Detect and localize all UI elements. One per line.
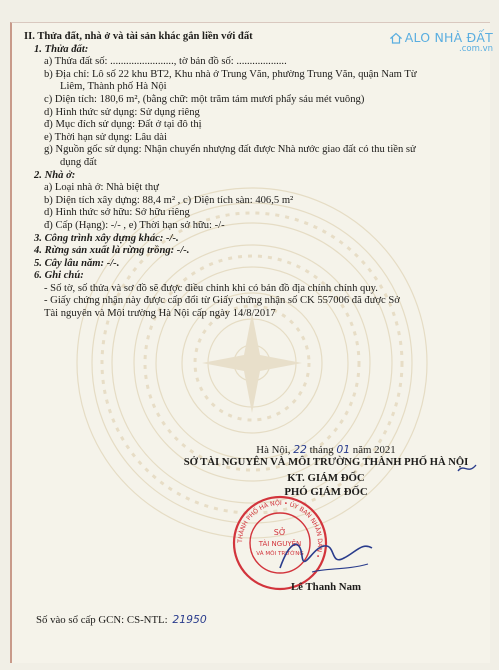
note-2: - Giấy chứng nhận này được cấp đổi từ Giấy chứng nhận số CK 557006 đã được Sở: [44, 295, 400, 307]
watermark-brand: ALO NHÀ ĐẤT: [404, 30, 493, 45]
registry-line: [36, 613, 207, 626]
house-grade: đ) Cấp (Hạng): -/- , e) Thời hạn sở hữu: -/-: [44, 219, 225, 231]
house-logo-icon: [390, 32, 402, 44]
land-usage-purpose: đ) Mục đích sử dụng: Đất ở tại đô thị: [44, 119, 202, 131]
date-day: 22: [293, 443, 307, 456]
section-title: II. Thửa đất, nhà ở và tài sản khác gắn liền với đất: [24, 31, 253, 42]
svg-text:SỞ: SỞ: [273, 528, 287, 537]
note-1: - Số tờ, số thửa và sơ đồ sẽ được điều chỉnh khi có bản đồ địa chính chính quy.: [44, 282, 378, 294]
land-usage-form: d) Hình thức sử dụng: Sử dụng riêng: [44, 106, 200, 118]
margin-mark: [456, 461, 478, 477]
other-constructions: 3. Công trình xây dựng khác: -/-.: [34, 232, 179, 244]
deputy-director-title: PHÓ GIÁM ĐỐC: [284, 486, 368, 498]
land-usage-term: e) Thời hạn sử dụng: Lâu dài: [44, 131, 167, 143]
site-watermark: [390, 30, 493, 54]
note-2-cont: Tài nguyên và Môi trường Hà Nội cấp ngày 14/8/2017: [44, 308, 276, 320]
land-area: c) Diện tích: 180,6 m², (bằng chữ: một trăm tám mươi phẩy sáu mét vuông): [44, 93, 365, 105]
document-body: [24, 31, 484, 321]
svg-text:VÀ MÔI TRƯỜNG: VÀ MÔI TRƯỜNG: [256, 551, 304, 557]
land-address: b) Địa chỉ: Lô số 22 khu BT2, Khu nhà ở Trung Văn, phường Trung Văn, quận Nam Từ: [44, 68, 417, 80]
registry-number: 21950: [172, 613, 207, 626]
issuing-authority: SỞ TÀI NGUYÊN VÀ MÔI TRƯỜNG THÀNH PHỐ HÀ NỘI: [183, 457, 469, 468]
issue-date: Hà Nội, 22 tháng 01 năm 2021: [256, 443, 396, 456]
perennial-trees: 5. Cây lâu năm: -/-.: [34, 257, 120, 269]
signer-name: Lê Thanh Nam: [290, 581, 361, 593]
house-area: b) Diện tích xây dựng: 88,4 m² , c) Diện tích sàn: 406,5 m²: [44, 194, 294, 206]
notes-heading: 6. Ghi chú:: [34, 270, 84, 282]
land-parcel-number: a) Thửa đất số: ........................, tờ bản đồ số: ...................: [44, 56, 287, 68]
land-origin-cont: dụng đất: [60, 156, 97, 168]
planted-forest: 4. Rừng sản xuất là rừng trồng: -/-.: [34, 245, 190, 257]
land-heading: 1. Thửa đất:: [34, 43, 89, 55]
house-ownership: d) Hình thức sở hữu: Sở hữu riêng: [44, 207, 190, 219]
land-origin: g) Nguồn gốc sử dụng: Nhận chuyển nhượng đất được Nhà nước giao đất có thu tiền sử: [44, 144, 416, 156]
certificate-page: [10, 22, 490, 663]
handwritten-signature: [272, 528, 382, 583]
house-heading: 2. Nhà ở:: [34, 169, 76, 181]
date-month: 01: [336, 443, 351, 456]
land-address-cont: Liêm, Thành phố Hà Nội: [60, 81, 167, 93]
watermark-domain: .com.vn: [459, 44, 493, 54]
registry-label: Số vào sổ cấp GCN: CS-NTL:: [36, 614, 168, 626]
svg-text:TÀI NGUYÊN: TÀI NGUYÊN: [258, 540, 302, 548]
svg-text:THÀNH PHỐ HÀ NỘI • ỦY BAN NH: THÀNH PHỐ HÀ NỘI • ỦY BAN NHÂN DÂN •: [236, 499, 324, 559]
on-behalf-title: KT. GIÁM ĐỐC: [287, 472, 365, 484]
house-type: a) Loại nhà ở: Nhà biệt thự: [44, 182, 159, 194]
